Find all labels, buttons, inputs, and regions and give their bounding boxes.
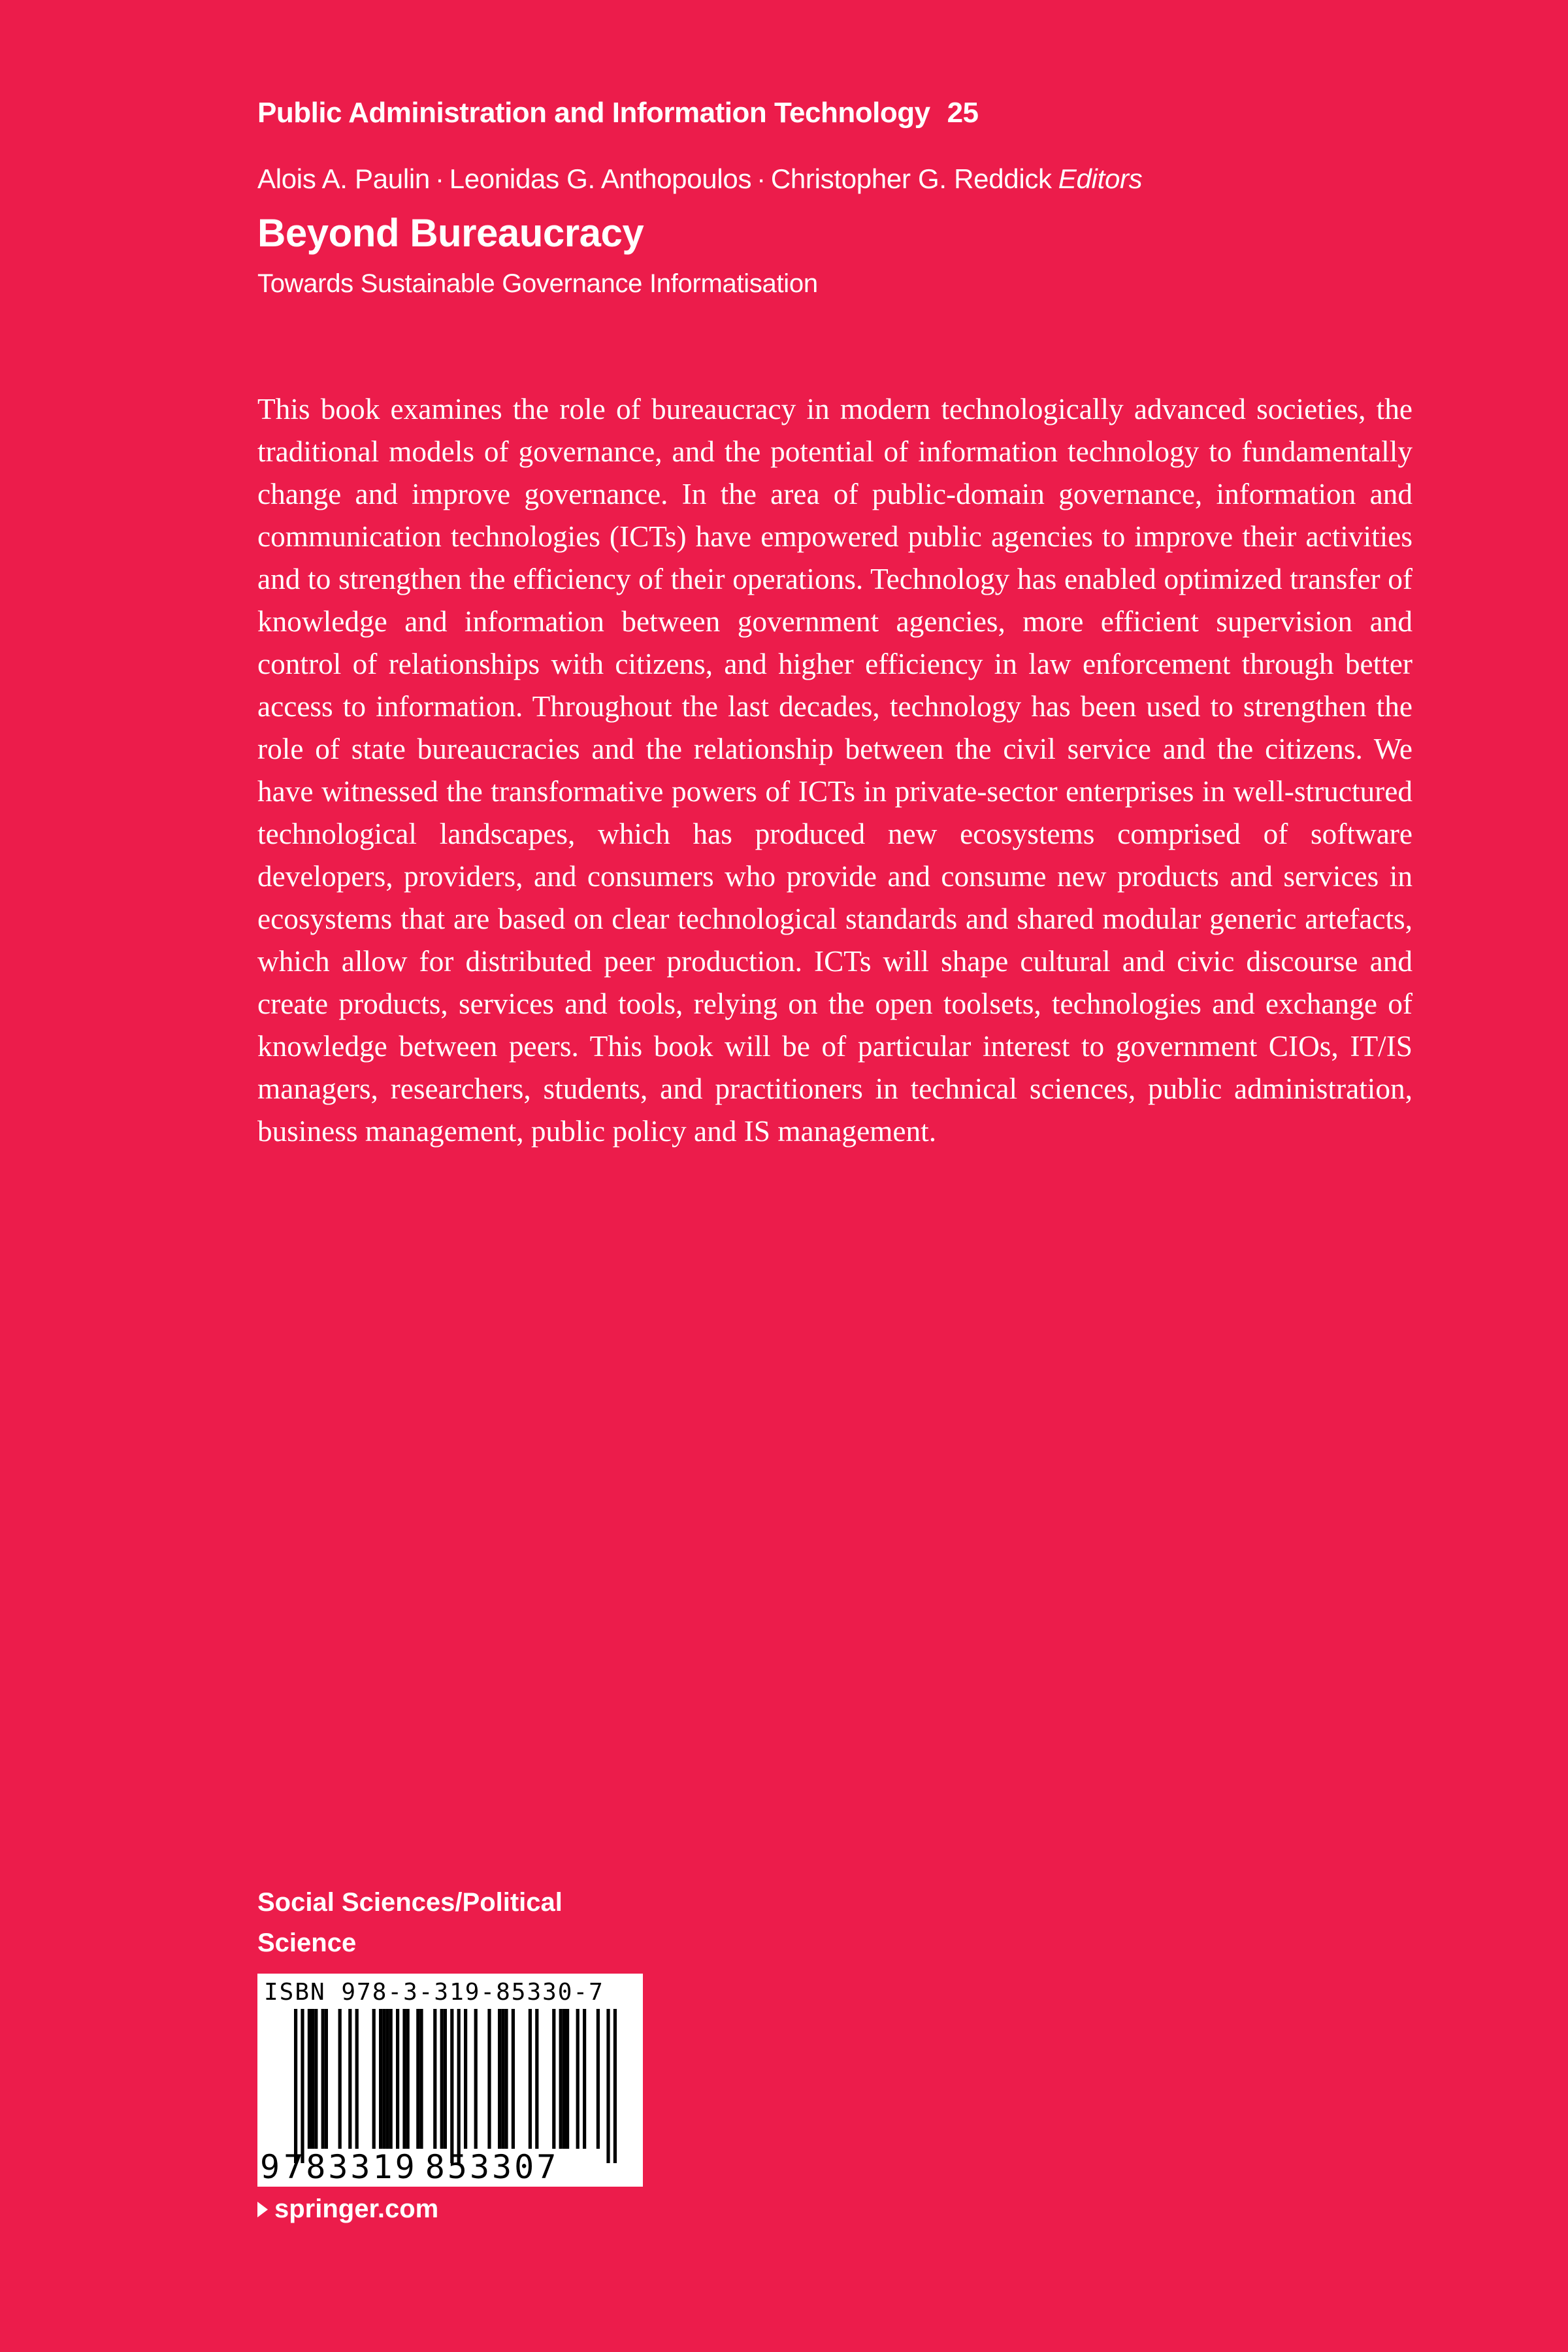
barcode-bar: [474, 2009, 478, 2149]
subject-line: Social Sciences/Political: [257, 1888, 563, 1917]
barcode-bar: [501, 2009, 504, 2149]
book-title: Beyond Bureaucracy: [257, 211, 644, 255]
barcode-bar: [372, 2009, 376, 2149]
isbn-label: ISBN 978-3-319-85330-7: [264, 1979, 604, 2006]
subject-line: Science: [257, 1929, 357, 1957]
barcode-bar: [416, 2009, 419, 2149]
barcode-digit-group: 853307: [425, 2148, 559, 2186]
publisher-url: springer.com: [274, 2195, 439, 2223]
subject-category: [257, 1882, 597, 1963]
barcode-bar: [464, 2009, 467, 2149]
editor-name: Christopher G. Reddick: [770, 163, 1052, 194]
barcode-digit-group: 783319: [284, 2148, 417, 2186]
barcode-bar: [529, 2009, 532, 2149]
barcode-bar: [596, 2009, 600, 2149]
barcode-bar: [512, 2009, 515, 2149]
editors-line: [257, 163, 1142, 195]
barcode-bar: [440, 2009, 444, 2149]
book-description: This book examines the role of bureaucracy in modern technologically advanced societies, the traditional models of governance, and the potential of information technology to fundamentally change and improve governance. In the area of public-domain governance, information and communication technologies (ICTs) have empowered public agencies to improve their activities and to strengthen the efficiency of their operations. Technology has enabled optimized transfer of knowledge and information between government agencies, more efficient supervision and control of relationships with citizens, and higher efficiency in law enforcement through better access to information. Throughout the last decades, technology has been used to strengthen the role of state bureaucracies and the relationship between the civil service and the citizens. We have witnessed the transformative powers of ICTs in private-sector enterprises in well-structured technological landscapes, which has produced new ecosystems comprised of software developers, providers, and consumers who provide and consume new products and services in ecosystems that are based on clear technological standards and shared modular generic artefacts, which allow for distributed peer production. ICTs will shape cultural and civic discourse and create products, services and tools, relying on the open toolsets, technologies and exchange of knowledge between peers. This book will be of particular interest to government CIOs, IT/IS managers, researchers, students, and practitioners in technical sciences, public administration, business management, public policy and IS management.: [257, 393, 1413, 1148]
barcode-bar: [487, 2009, 491, 2149]
isbn-barcode: [257, 1974, 643, 2187]
barcode-bar: [382, 2009, 385, 2149]
barcode-bar: [566, 2009, 569, 2149]
barcode-bar: [379, 2009, 382, 2149]
editor-name: Leonidas G. Anthopoulos: [449, 163, 752, 194]
barcode-bar: [552, 2009, 555, 2149]
barcode-bar: [338, 2009, 342, 2149]
barcode-bar: [325, 2009, 328, 2149]
editor-name: Alois A. Paulin: [257, 163, 430, 194]
barcode-digits: [260, 2149, 559, 2185]
barcode-bar: [450, 2009, 453, 2163]
barcode-bar: [444, 2009, 447, 2149]
series-volume: 25: [947, 97, 979, 129]
barcode-bar: [294, 2009, 297, 2163]
barcode-bar: [389, 2009, 393, 2149]
barcode-bar: [583, 2009, 586, 2149]
barcode-bar: [433, 2009, 436, 2149]
barcode-bar: [355, 2009, 359, 2149]
publisher-link[interactable]: [257, 2195, 438, 2224]
series-line: [257, 97, 979, 129]
barcode-bar: [498, 2009, 501, 2149]
barcode-bar: [563, 2009, 566, 2149]
barcode-digit-lead: 9: [260, 2148, 280, 2186]
barcode-bar: [504, 2009, 508, 2149]
editor-separator: ·: [757, 163, 766, 194]
editor-separator: ·: [435, 163, 444, 194]
barcode-bar: [457, 2009, 461, 2163]
barcode-bar: [301, 2009, 304, 2163]
series-name: Public Administration and Information Technology: [257, 97, 930, 129]
barcode-bar: [576, 2009, 580, 2149]
editors-role: Editors: [1058, 163, 1143, 194]
barcode-bar: [314, 2009, 318, 2149]
barcode-bar: [419, 2009, 423, 2149]
barcode-bar: [311, 2009, 314, 2149]
barcode-bar: [385, 2009, 389, 2149]
book-subtitle: Towards Sustainable Governance Informatisation: [257, 269, 818, 298]
barcode-bar: [348, 2009, 351, 2149]
barcode-bar: [406, 2009, 410, 2149]
barcode-bar: [613, 2009, 617, 2163]
barcode-bar: [308, 2009, 311, 2149]
barcode-bar: [535, 2009, 538, 2149]
barcode-bar: [396, 2009, 399, 2149]
barcode-bar: [559, 2009, 563, 2149]
triangle-right-icon: [257, 2202, 268, 2217]
barcode-bar: [402, 2009, 406, 2149]
barcode-bar: [321, 2009, 325, 2149]
barcode-bar: [606, 2009, 610, 2163]
